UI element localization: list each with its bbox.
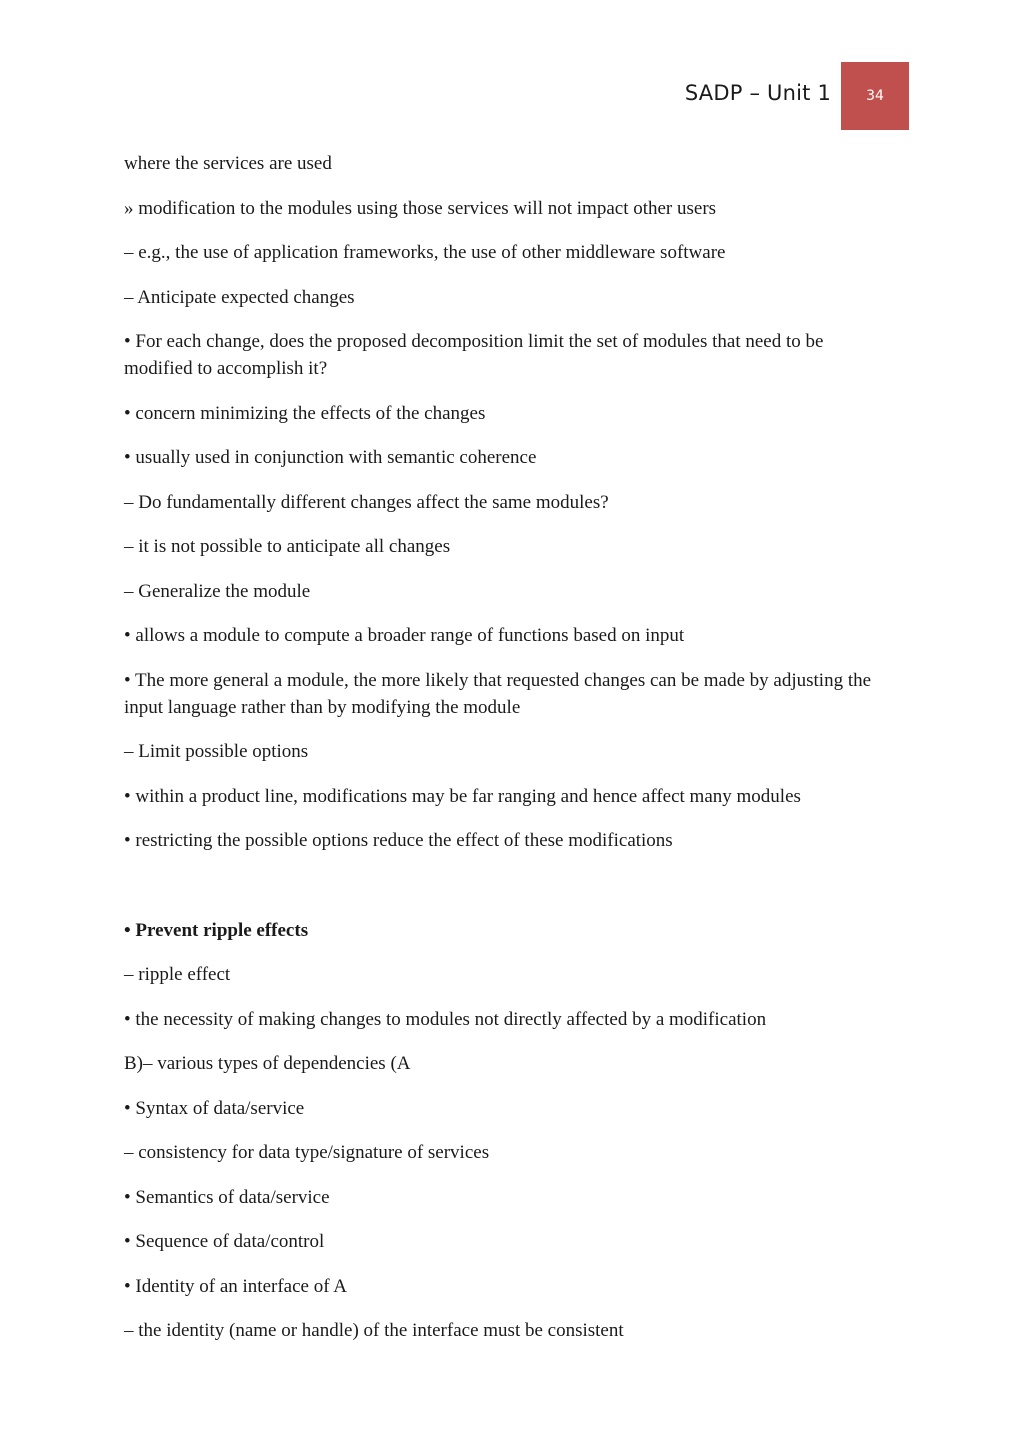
paragraph: – it is not possible to anticipate all changes [124,536,451,557]
paragraph: • Identity of an interface of A [124,1275,347,1297]
header-title: SADP – Unit 1 [684,81,831,105]
paragraph: • The more general a module, the more likely that requested changes can be made by adjusting the input language rather than by modifying the module [124,669,872,718]
section-spacer [124,872,894,917]
paragraph: » modification to the modules using those services will not impact other users [124,197,717,219]
paragraph: • within a product line, modifications may be far ranging and hence affect many modules [124,785,801,807]
paragraph: – Do fundamentally different changes affect the same modules? [124,491,609,513]
page-number-badge [841,62,909,130]
paragraph: – consistency for data type/signature of services [124,1142,490,1163]
paragraph: – Limit possible options [124,741,309,762]
paragraph: • Sequence of data/control [124,1231,325,1252]
paragraph: – Anticipate expected changes [124,286,355,308]
paragraph: • restricting the possible options reduce the effect of these modifications [124,830,673,851]
paragraph: • concern minimizing the effects of the changes [124,402,486,424]
paragraph: • the necessity of making changes to modules not directly affected by a modification [124,1008,767,1030]
paragraph: • Semantics of data/service [124,1186,330,1208]
paragraph: • For each change, does the proposed decomposition limit the set of modules that need to be modified to accomplish it? [124,331,824,379]
paragraph: • usually used in conjunction with semantic coherence [124,447,537,468]
page-number: 34 [866,88,884,104]
paragraph: – e.g., the use of application frameworks, the use of other middleware software [124,242,726,263]
paragraph: • allows a module to compute a broader range of functions based on input [124,625,685,646]
document-body [124,150,894,1362]
paragraph: – the identity (name or handle) of the interface must be consistent [124,1320,624,1341]
paragraph: • Syntax of data/service [124,1097,305,1119]
paragraph: B)– various types of dependencies (A [124,1053,411,1074]
paragraph: – Generalize the module [124,580,311,602]
paragraph: where the services are used [124,153,332,174]
paragraph: – ripple effect [124,964,231,985]
section-heading: • Prevent ripple effects [124,919,309,941]
